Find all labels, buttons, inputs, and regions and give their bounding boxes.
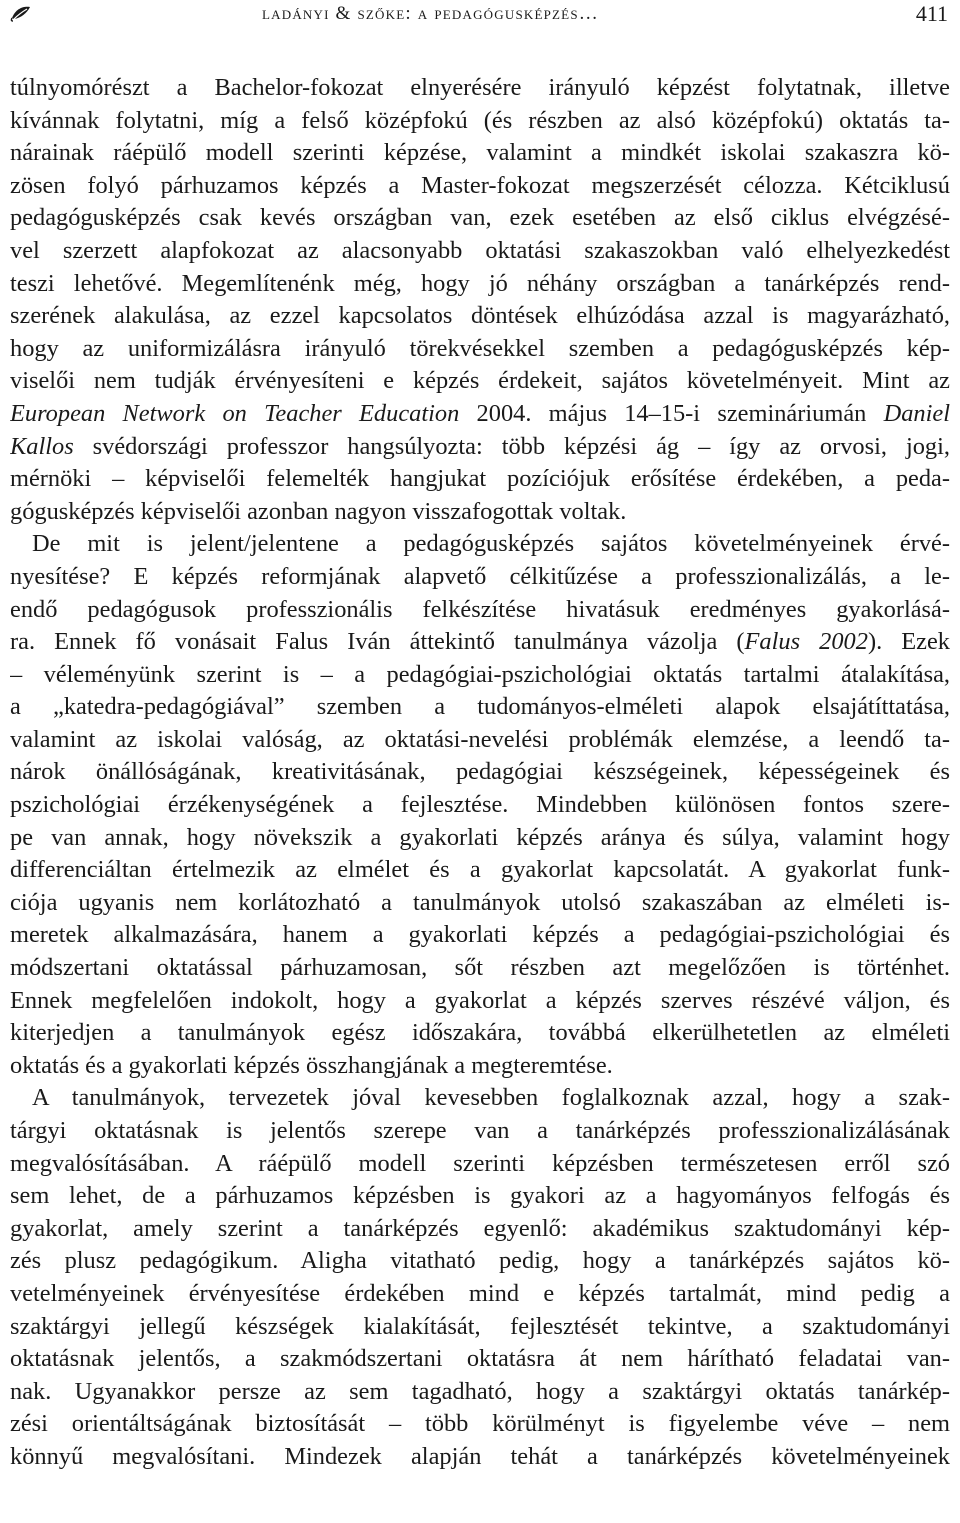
text-run: ra. Ennek fő vonásait Falus Iván áttekintő tanulmánya vázolja ( (10, 628, 745, 656)
page-number: 411 (915, 1, 948, 26)
text-line: megvalósításában. A ráépülő modell szerinti képzésben természetesen erről szó (10, 1149, 950, 1177)
italic-text: Kallos (10, 432, 74, 460)
text-line: nak. Ugyanakkor persze az sem tagadható, hogy a szaktárgyi oktatás tanárkép- (10, 1377, 950, 1405)
text-line: pszichológiai érzékenységének a fejlesztése. Mindebben különösen fontos szere- (10, 791, 950, 819)
text-line: oktatásnak jelentős, a szakmódszertani oktatásra át nem hárítható feladatai van- (10, 1345, 950, 1373)
text-line: nárok önállóságának, kreativitásának, pedagógiai készségeinek, képességeinek és (10, 758, 950, 786)
running-title: ladányi & szőke: a pedagógusképzés… (262, 3, 599, 24)
text-line: vel szerzett alapfokozat az alacsonyabb oktatási szakaszokban való elhelyezkedést (10, 236, 950, 264)
text-line: túlnyomórészt a Bachelor-fokozat elnyerésére irányuló képzést folytatnak, illetve (10, 74, 950, 101)
text-line: könnyű megvalósítani. Mindezek alapján tehát a tanárképzés követelményeinek (10, 1442, 950, 1470)
text-line: zés plusz pedagógikum. Aligha vitatható pedig, hogy a tanárképzés sajátos kö- (10, 1247, 950, 1275)
running-header (0, 2, 960, 30)
text-line: nárainak ráépülő modell szerinti képzése, valamint a mindkét iskolai szakaszra kö- (10, 139, 950, 167)
text-line: vetelményeinek érvényesítése érdekében mind e képzés tartalmát, mind pedig a (10, 1279, 950, 1307)
italic-text: European Network on Teacher Education (10, 399, 460, 427)
text-line: gyakorlat, amely szerint a tanárképzés egyenlő: akadémikus szaktudományi kép- (10, 1214, 950, 1242)
text-line: pedagógusképzés csak kevés országban van, ezek esetében az első ciklus elvégzésé- (10, 204, 950, 232)
text-line (10, 626, 950, 659)
leaf-ornament-icon (10, 4, 32, 22)
text-run: ). Ezek (867, 628, 950, 656)
body-text (10, 72, 950, 1474)
text-line: mérnöki – képviselői felemelték hangjukat pozíciójuk erősítése érdekében, a peda- (10, 465, 950, 493)
text-line: A tanulmányok, tervezetek jóval kevesebben foglalkoznak azzal, hogy a szak- (32, 1084, 950, 1112)
italic-text: Daniel (883, 399, 950, 427)
text-line: differenciáltan értelmezik az elmélet és a gyakorlat kapcsolatát. A gyakorlat funk- (10, 856, 950, 884)
text-line: teszi lehetővé. Megemlítenénk még, hogy jó néhány országban a tanárképzés rend- (10, 269, 950, 297)
text-line: kiterjedjen a tanulmányok egész időszakára, továbbá elkerülhetetlen az elméleti (10, 1019, 950, 1047)
text-line (10, 398, 950, 431)
text-line: tárgyi oktatásnak is jelentős szerepe van a tanárképzés professzionalizálásának (10, 1117, 950, 1144)
text-line: módszertani oktatással párhuzamosan, sőt részben azt megelőzően is történhet. (10, 954, 950, 982)
text-line: zési orientáltságának biztosítását – több körülményt is figyelembe véve – nem (10, 1410, 950, 1438)
text-line: hogy az uniformizálásra irányuló törekvésekkel szemben a pedagógusképzés kép- (10, 334, 950, 362)
text-line: valamint az iskolai valóság, az oktatási-nevelési problémák elemzése, a leendő ta- (10, 725, 950, 753)
text-line: meretek alkalmazására, hanem a gyakorlati képzés a pedagógiai-pszichológiai és (10, 921, 950, 949)
text-run: svédországi professzor hangsúlyozta: több képzési ág – így az orvosi, jogi, (73, 432, 950, 460)
text-line: gógusképzés képviselői azonban nagyon visszafogottak voltak. (10, 497, 627, 525)
text-line: Ennek megfelelően indokolt, hogy a gyakorlat a képzés szerves részévé váljon, és (10, 986, 950, 1014)
text-line: De mit is jelent/jelentene a pedagógusképzés sajátos követelményeinek érvé- (32, 530, 950, 558)
text-line: sem lehet, de a párhuzamos képzésben is gyakori az a hagyományos felfogás és (10, 1182, 950, 1210)
text-line: – véleményünk szerint is – a pedagógiai-pszichológiai oktatás tartalmi átalakítása, (10, 660, 950, 688)
text-line: szerének alakulása, az ezzel kapcsolatos döntések elhúzódása azzal is magyarázható, (10, 302, 950, 330)
text-line: zösen folyó párhuzamos képzés a Master-fokozat megszerzését célozza. Kétciklusú (10, 171, 950, 199)
text-line: nyesítése? E képzés reformjának alapvető célkitűzése a professzionalizálás, a le- (10, 562, 950, 590)
text-line: a „katedra-pedagógiával” szemben a tudományos-elméleti alapok elsajátíttatása, (10, 693, 950, 721)
text-line: kívánnak folytatni, míg a felső középfokú (és részben az alsó középfokú) oktatás ta- (10, 106, 950, 134)
text-line: oktatás és a gyakorlati képzés összhangjának a megteremtése. (10, 1051, 613, 1079)
italic-text: Falus 2002 (744, 628, 868, 656)
text-line: endő pedagógusok professzionális felkészítése hivatásuk eredményes gyakorlásá- (10, 595, 950, 623)
text-run: 2004. május 14–15-i szemináriumán (459, 399, 884, 427)
text-line: pe van annak, hogy növekszik a gyakorlati képzés aránya és súlya, valamint hogy (10, 823, 950, 851)
text-line: szaktárgyi jellegű készségek kialakítását, fejlesztését tekintve, a szaktudományi (10, 1312, 950, 1340)
text-line: ciója ugyanis nem korlátozható a tanulmányok utolsó szakaszában az elméleti is- (10, 888, 950, 916)
text-line (10, 431, 950, 464)
text-line: viselői nem tudják érvényesíteni e képzés érdekeit, sajátos követelményeit. Mint az (10, 367, 950, 395)
